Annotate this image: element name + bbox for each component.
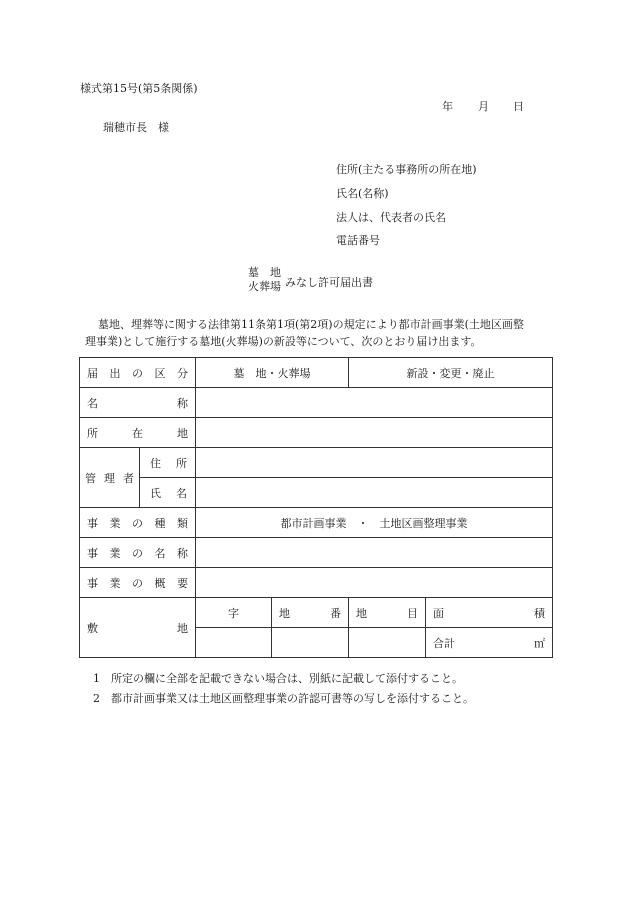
chimoku-field[interactable]	[349, 628, 426, 658]
label-char: 番	[330, 606, 341, 620]
chiban-field[interactable]	[272, 628, 349, 658]
row-name	[80, 388, 553, 418]
total-label: 合計	[433, 636, 455, 650]
label-char: 名	[154, 546, 166, 560]
label-name	[80, 388, 196, 418]
label-category	[80, 358, 196, 388]
row-project-summary	[80, 568, 553, 598]
label-char: 業	[109, 576, 121, 590]
form-number: 様式第15号(第5条関係)	[80, 82, 198, 95]
label-char: 地	[279, 606, 290, 620]
label-char: 面	[433, 606, 444, 620]
title-crematorium: 火葬場	[248, 280, 281, 293]
project-name-field[interactable]	[196, 538, 553, 568]
label-char: 要	[177, 576, 188, 590]
body-line-2: 理事業)として施行する墓地(火葬場)の新設等について、次のとおり届け出ます。	[85, 335, 482, 348]
date-day: 日	[513, 100, 524, 113]
label-char: 称	[177, 396, 188, 410]
label-char: 氏	[150, 486, 161, 500]
label-char: 所	[176, 456, 187, 470]
label-char: の	[132, 576, 143, 590]
row-location	[80, 418, 553, 448]
title-suffix: みなし許可届出書	[285, 276, 373, 289]
body-paragraph	[80, 316, 555, 350]
notification-table	[79, 357, 553, 658]
applicant-corp-label: 法人は、代表者の氏名	[336, 211, 446, 224]
row-site-header	[80, 598, 553, 628]
label-char: 業	[109, 516, 121, 530]
row-category	[80, 358, 553, 388]
label-char: の	[132, 546, 143, 560]
label-char: 出	[109, 366, 121, 380]
label-char: 者	[123, 471, 134, 485]
col-chimoku	[349, 598, 426, 628]
label-char: 届	[87, 366, 98, 380]
body-line-1: 墓地、埋葬等に関する法律第11条第1項(第2項)の規定により都市計画事業(土地区画整	[98, 318, 524, 331]
label-char: 業	[109, 546, 121, 560]
label-char: 区	[154, 366, 166, 380]
label-char: 事	[87, 516, 98, 530]
label-project-name	[80, 538, 196, 568]
label-location	[80, 418, 196, 448]
total-unit: ㎡	[534, 636, 545, 650]
label-project-type	[80, 508, 196, 538]
label-char: 積	[534, 606, 545, 620]
label-char: 目	[407, 606, 418, 620]
note-1: 1 所定の欄に全部を記載できない場合は、別紙に記載して添付すること。	[93, 672, 463, 685]
project-summary-field[interactable]	[196, 568, 553, 598]
col-chiban	[272, 598, 349, 628]
date-year: 年	[442, 100, 453, 113]
applicant-name-label: 氏名(名称)	[336, 187, 389, 200]
label-char: 種	[154, 516, 166, 530]
location-field[interactable]	[196, 418, 553, 448]
aza-field[interactable]	[196, 628, 272, 658]
project-type-options[interactable]: 都市計画事業 ・ 土地区画整理事業	[196, 508, 553, 538]
label-char: 分	[177, 366, 188, 380]
label-char: 管	[85, 471, 96, 485]
label-char: 住	[150, 456, 161, 470]
note-2: 2 都市計画事業又は土地区画整理事業の許認可書等の写しを添付すること。	[93, 692, 474, 705]
label-char: 在	[132, 426, 143, 440]
category-type-options[interactable]: 墓 地・火葬場	[196, 358, 349, 388]
label-char: 地	[177, 426, 188, 440]
label-char: 概	[154, 576, 166, 590]
label-char: 称	[177, 546, 188, 560]
col-menseki	[426, 598, 553, 628]
label-char: 理	[104, 471, 115, 485]
label-char: 所	[87, 426, 98, 440]
addressee: 瑞穂市長 様	[103, 121, 169, 134]
date-month: 月	[478, 100, 489, 113]
label-char: 類	[177, 516, 188, 530]
label-char: 名	[87, 396, 98, 410]
menseki-total[interactable]	[426, 628, 553, 658]
row-project-type	[80, 508, 553, 538]
label-char: 地	[177, 621, 188, 635]
row-project-name	[80, 538, 553, 568]
label-char: 敷	[87, 621, 98, 635]
label-char: 事	[87, 576, 98, 590]
col-aza: 字	[196, 598, 272, 628]
label-manager-name	[140, 478, 196, 508]
label-char: 名	[176, 486, 187, 500]
label-char: の	[132, 366, 143, 380]
manager-name-field[interactable]	[196, 478, 553, 508]
applicant-phone-label: 電話番号	[336, 234, 380, 247]
label-char: 事	[87, 546, 98, 560]
category-action-options[interactable]: 新設・変更・廃止	[349, 358, 553, 388]
name-field[interactable]	[196, 388, 553, 418]
applicant-address-label: 住所(主たる事務所の所在地)	[336, 163, 477, 176]
manager-address-field[interactable]	[196, 448, 553, 478]
label-site	[80, 598, 196, 658]
document-title	[248, 266, 448, 296]
title-cemetery: 墓 地	[248, 266, 281, 279]
label-manager-address	[140, 448, 196, 478]
row-manager-name	[80, 478, 553, 508]
label-manager	[80, 448, 140, 508]
label-project-summary	[80, 568, 196, 598]
row-manager-address	[80, 448, 553, 478]
label-char: 地	[356, 606, 367, 620]
label-char: の	[132, 516, 143, 530]
